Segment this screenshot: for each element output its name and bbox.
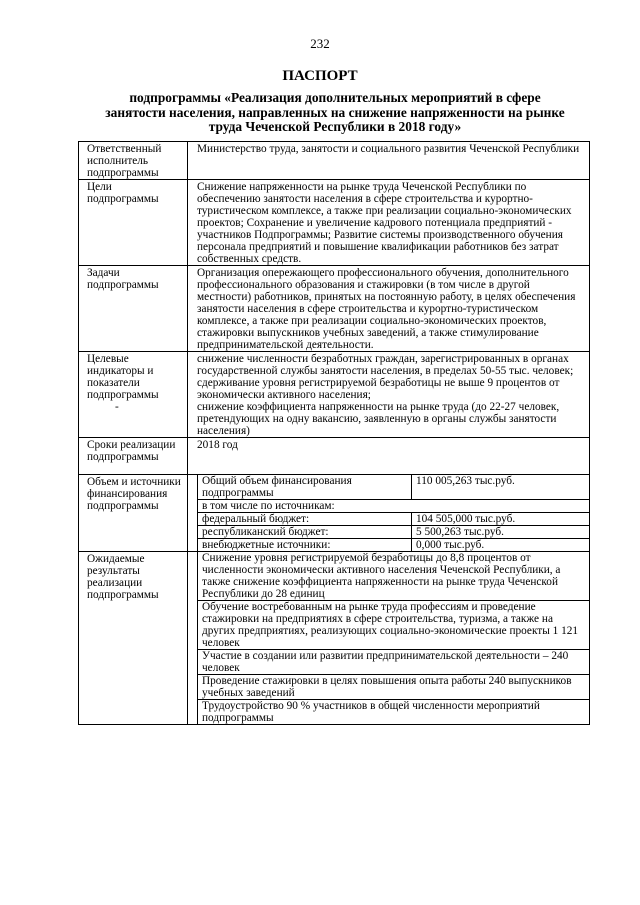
result-item: Обучение востребованным на рынке труда профессиям и проведение стажировки на предприятиях в сфере строительства, туризма, а также на других предприятиях, реализующих социально-экономические проекты 1 121 человек <box>198 601 590 650</box>
funding-table <box>197 475 589 551</box>
value-terms: 2018 год <box>188 438 590 475</box>
funding-total-value: 110 005,263 тыс.руб. <box>412 475 590 500</box>
row-responsible <box>79 142 590 180</box>
value-goals: Снижение напряженности на рынке труда Чеченской Республики по обеспечению занятости населения в сфере строительства и курортно-туристическом комплексе, а также при реализации социально-экономических проектов; Сохранение и увеличение кадрового потенциала предприятий - участников Подпрограммы; Развитие системы производственного обучения персонала предприятий и повышение квалификации работников без затрат собственных средств. <box>188 180 590 266</box>
funding-extra-value: 0,000 тыс.руб. <box>412 539 590 552</box>
value-responsible: Министерство труда, занятости и социального развития Чеченской Республики <box>188 142 590 180</box>
label-indicators: Целевые индикаторы и показатели подпрограммы <box>87 353 159 401</box>
page-number: 232 <box>310 36 330 51</box>
indicator-line: сдерживание уровня регистрируемой безработицы не выше 9 процентов от экономически активного населения; <box>197 377 560 401</box>
result-item: Трудоустройство 90 % участников в общей численности мероприятий подпрограммы <box>198 700 590 725</box>
funding-republic-label: республиканский бюджет: <box>198 526 412 539</box>
label-responsible: Ответственный исполнитель подпрограммы <box>79 142 188 180</box>
label-terms: Сроки реализации подпрограммы <box>79 438 188 475</box>
funding-by-source-label: в том числе по источникам: <box>198 500 590 513</box>
indicator-line: снижение численности безработных граждан, зарегистрированных в органах государственной службы занятости населения, в пределах 50-55 тыс. человек; <box>197 353 574 377</box>
row-tasks <box>79 266 590 352</box>
results-cell <box>188 552 590 725</box>
label-results: Ожидаемые результаты реализации подпрограммы <box>79 552 188 725</box>
label-indicators-cell <box>79 352 188 438</box>
row-goals <box>79 180 590 266</box>
funding-total-label: Общий объем финансирования подпрограммы <box>198 475 412 500</box>
document-subtitle: подпрограммы «Реализация дополнительных мероприятий в сфере занятости населения, направленных на снижение напряженности на рынке труда Чеченской Республики в 2018 году» <box>105 90 565 135</box>
results-table <box>197 552 589 724</box>
funding-extra-label: внебюджетные источники: <box>198 539 412 552</box>
label-funding: Объем и источники финансирования подпрограммы <box>79 475 188 552</box>
row-indicators <box>79 352 590 438</box>
funding-republic-value: 5 500,263 тыс.руб. <box>412 526 590 539</box>
row-terms <box>79 438 590 475</box>
passport-table <box>78 141 590 725</box>
value-tasks: Организация опережающего профессионального обучения, дополнительного профессионального образования и стажировки (в том числе в другой местности) работников, принятых на постоянную работу, в целях обеспечения занятости населения в сфере строительства и курортно-туристическом комплексе, а также при реализации социально-экономических проектов, стажировки выпускников учебных заведений, а также стимулирование предпринимательской деятельности. <box>188 266 590 352</box>
funding-federal-value: 104 505,000 тыс.руб. <box>412 513 590 526</box>
funding-federal-label: федеральный бюджет: <box>198 513 412 526</box>
result-item: Участие в создании или развитии предпринимательской деятельности – 240 человек <box>198 650 590 675</box>
value-indicators <box>188 352 590 438</box>
funding-cell <box>188 475 590 552</box>
result-item: Снижение уровня регистрируемой безработицы до 8,8 процентов от численности экономически активного населения Чеченской Республики, а также снижение коэффициента напряженности на рынке труда Чеченской Республики до 28 единиц <box>198 552 590 601</box>
row-funding <box>79 475 590 552</box>
result-item: Проведение стажировки в целях повышения опыта работы 240 выпускников учебных заведений <box>198 675 590 700</box>
label-tasks: Задачи подпрограммы <box>79 266 188 352</box>
indicator-line: снижение коэффициента напряженности на рынке труда (до 22-27 человек, претендующих на одну вакансию, заявленную в органы службы занятости населения) <box>197 401 560 437</box>
document-title: ПАСПОРТ <box>282 68 358 84</box>
row-results <box>79 552 590 725</box>
label-goals: Цели подпрограммы <box>79 180 188 266</box>
label-indicators-dash: - <box>115 401 119 413</box>
